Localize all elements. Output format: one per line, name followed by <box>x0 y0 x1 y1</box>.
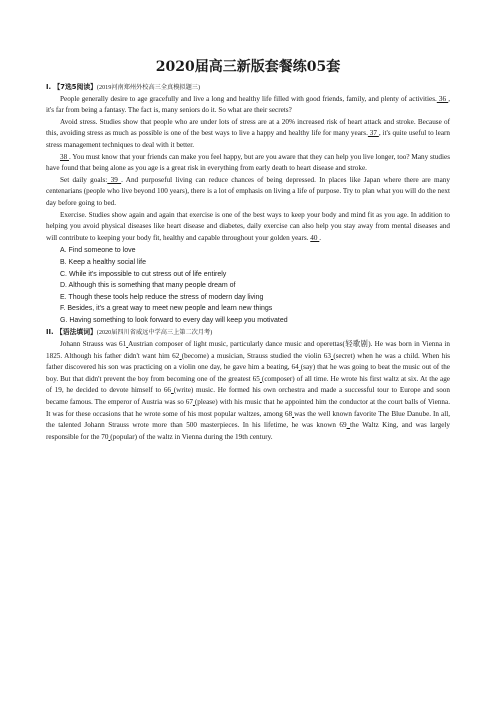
text: , it's far from being a fantasy. The fact is, many seniors do it. So what are their secrets? <box>46 94 451 115</box>
text: . You must know that your friends can make you feel happy, but are you aware that they can help you live longer, too? Many studies have found that being alone as you age is a great risk in everything from early death to heart disease and stroke. <box>46 152 451 173</box>
page-title: 2020届高三新版套餐练05套 <box>155 59 341 75</box>
option-f: F. Besides, it's a great way to meet new people and learn new things <box>60 305 273 313</box>
option-e: E. Though these tools help reduce the stress of modern day living <box>60 293 264 301</box>
text: (write) music. He formed his own orchestra and made a successful tour to Europe and soon became famous. The emperor of Austria was so 67 <box>46 386 450 407</box>
blank-40[interactable]: 40 <box>310 233 320 242</box>
text: (popular) of the waltz in Vienna during the 19th century. <box>110 432 273 441</box>
text: Avoid stress. Studies show that people who are under lots of stress are at a 20% increased risk of heart attack and stroke. Because of this, avoiding stress as much as possible is one of the best ways to live a happy and healthy life for many years. <box>46 117 450 138</box>
text: . <box>319 233 322 242</box>
option-b: B. Keep a healthy social life <box>60 258 146 266</box>
grammar-passage <box>46 339 450 443</box>
text: People generally desire to age gracefully and live a long and healthy life filled with good friends, family, and plenty of activities. <box>60 94 437 103</box>
text: Austrian composer of light music, particularly dance music and operettas(轻歌剧). He was born in Vienna in 1825. Although his father didn't want him 62 <box>46 340 450 360</box>
text: Exercise. Studies show again and again that exercise is one of the best ways to keep your body and mind fit as you age. In addition to helping you avoid physical diseases like heart disease and diabetes, daily exercise can also help you stay away from mental diseases and will contribute to keeping your body fit, healthy and capable throughout your golden years. <box>46 210 450 242</box>
blank-37[interactable]: 37 <box>367 129 379 138</box>
text: (secret) when he was a child. When his father discovered his son was practicing on a violin one day, he gave him a beating, 64 <box>46 351 451 372</box>
text: Johann Strauss was 61 <box>60 340 127 349</box>
option-a: A. Find someone to love <box>60 247 136 255</box>
paragraph-3 <box>46 152 450 175</box>
blank-39[interactable]: 39 <box>107 175 122 184</box>
text: . And purposeful living can reduce chances of being depressed. In places like Japan where there are many centenarians (people who live beyond 100 years), there is a lot of emphasis on living a life of purpose. Try to plan what you will do the next day before going to bed. <box>46 175 450 207</box>
option-g: G. Having something to look forward to every day will keep you motivated <box>60 316 288 324</box>
blank-38[interactable]: 38 <box>60 152 70 161</box>
text: (please) with his music that he appointed him the conductor at the court balls of Vienna. It was for these occasions that he wrote some of his most popular waltzes, among 68 <box>46 398 450 418</box>
section2-tag: II. 【语法填词】 <box>46 328 97 337</box>
section2-source: (2020届四川省威远中学高三上第二次月考) <box>96 329 213 337</box>
text: , it's quite useful to learn stress management techniques to deal with it better. <box>46 129 450 149</box>
text: (become) a musician, Strauss studied the violin 63 <box>181 351 331 360</box>
paragraph-1 <box>46 94 450 117</box>
section1-heading <box>46 82 450 94</box>
option-d: D. Although this is something that many people dream of <box>60 282 236 290</box>
section2-heading <box>46 327 450 339</box>
text: was the well known favorite The Blue Danube. In all, the talented Johann Strauss wrote more than 500 masterpieces. In his lifetime, he was known 69 <box>46 409 451 430</box>
paragraph-5 <box>46 210 450 245</box>
paragraph-4 <box>46 175 450 210</box>
blank-36[interactable]: 36 <box>436 94 449 103</box>
text: (composer) of all time. He wrote his first waltz at six. At the age of 19, he decided to devote himself to 66 <box>46 374 451 395</box>
paragraph-2 <box>46 117 450 152</box>
section1-tag: I. 【7选5阅读】 <box>46 83 97 91</box>
text: Set daily goals: <box>60 175 108 184</box>
options-list <box>46 245 450 326</box>
text: (say) that he was going to beat the music out of the boy. But that didn't prevent the boy from becoming one of the greatest 65 <box>46 363 450 383</box>
text: the Waltz King, and was largely responsible for the 70 <box>46 421 450 441</box>
section1-source: (2019河南郑州外校高三全真模拟题三) <box>96 84 201 91</box>
option-c: C. While it's impossible to cut stress out of life entirely <box>60 270 227 278</box>
